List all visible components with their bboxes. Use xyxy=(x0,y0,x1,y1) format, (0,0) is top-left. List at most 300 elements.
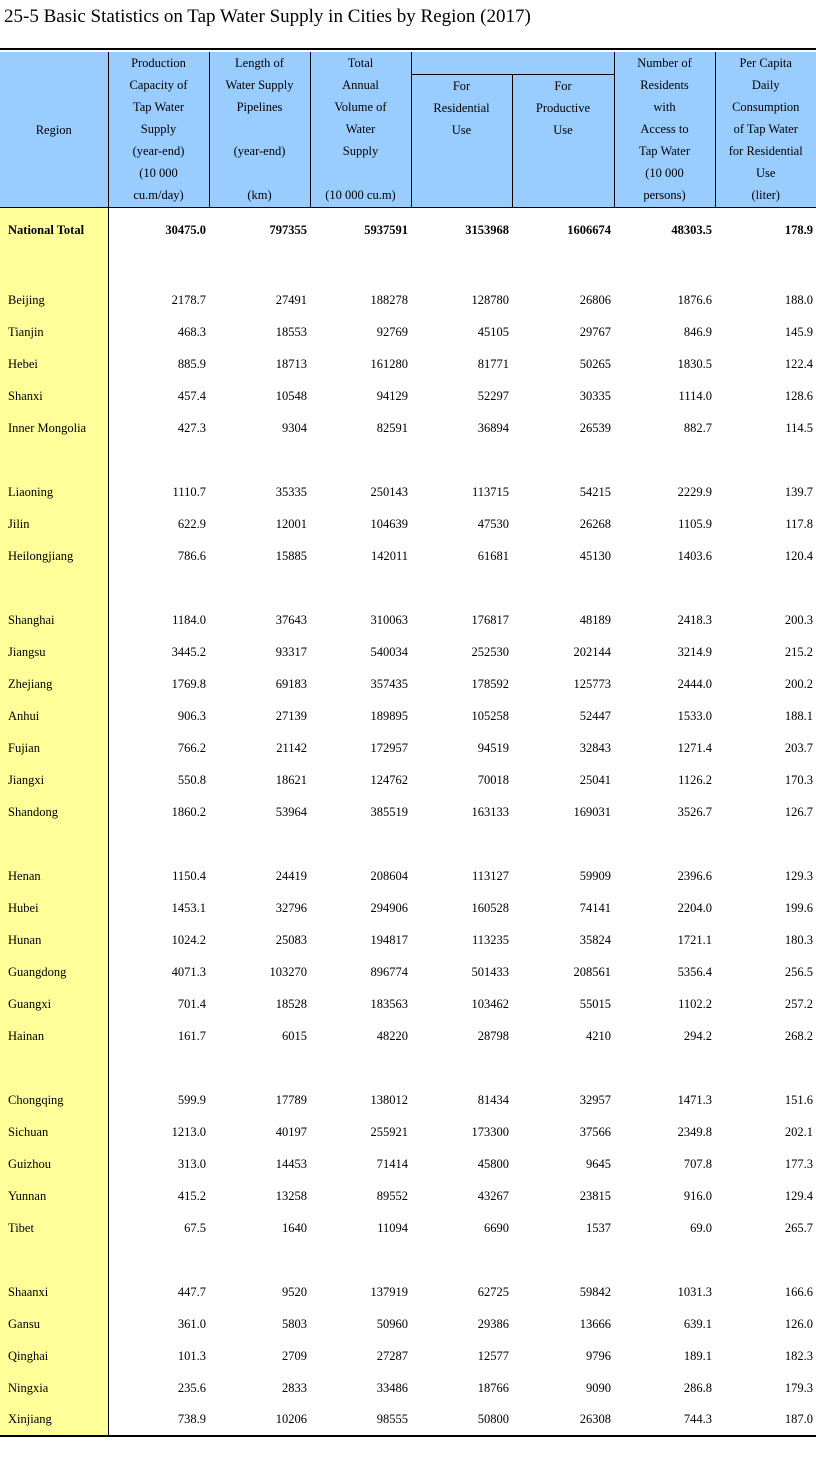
spacer-cell xyxy=(512,828,614,860)
cell-pipelines: 797355 xyxy=(269,222,307,237)
table-row xyxy=(0,892,816,924)
cell-region: Yunnan xyxy=(0,1180,108,1212)
cell-capacity: 447.7 xyxy=(177,1284,206,1299)
cell-region: Xinjiang xyxy=(0,1404,108,1436)
national-total-row xyxy=(0,208,816,253)
cell-region: Anhui xyxy=(0,700,108,732)
cell-capacity: 1024.2 xyxy=(171,932,206,947)
cell-per-capita: 268.2 xyxy=(784,1028,813,1043)
cell-residents: 5356.4 xyxy=(677,964,712,979)
spacer-cell xyxy=(715,252,816,284)
cell-residents: 1403.6 xyxy=(677,548,712,563)
cell-region: Fujian xyxy=(0,732,108,764)
cell-productive: 45130 xyxy=(579,548,611,563)
spacer-row xyxy=(0,252,816,284)
cell-productive: 29767 xyxy=(579,324,611,339)
spacer-cell xyxy=(411,1052,512,1084)
cell-residential: 173300 xyxy=(471,1124,509,1139)
spacer-cell xyxy=(310,828,411,860)
cell-region: Zhejiang xyxy=(0,668,108,700)
cell-residents: 48303.5 xyxy=(671,222,712,237)
cell-residents: 2204.0 xyxy=(677,900,712,915)
spacer-cell xyxy=(512,572,614,604)
cell-per-capita: 120.4 xyxy=(784,548,813,563)
header-per-capita: Per Capita Daily Consumption of Tap Water for Residential Use (liter) xyxy=(715,52,816,208)
cell-pipelines: 5803 xyxy=(282,1316,307,1331)
spacer-cell xyxy=(614,572,715,604)
cell-per-capita: 180.3 xyxy=(784,932,813,947)
spacer-cell xyxy=(715,1052,816,1084)
cell-per-capita: 129.4 xyxy=(784,1188,813,1203)
cell-per-capita: 179.3 xyxy=(784,1380,813,1395)
cell-per-capita: 188.0 xyxy=(784,292,813,307)
cell-per-capita: 257.2 xyxy=(784,996,813,1011)
cell-total-volume: 255921 xyxy=(370,1124,408,1139)
spacer-cell xyxy=(108,444,209,476)
cell-residential: 62725 xyxy=(477,1284,509,1299)
cell-pipelines: 12001 xyxy=(275,516,307,531)
spacer-cell xyxy=(512,252,614,284)
cell-pipelines: 32796 xyxy=(275,900,307,915)
cell-total-volume: 98555 xyxy=(310,1404,411,1436)
cell-productive: 26539 xyxy=(579,420,611,435)
cell-pipelines: 40197 xyxy=(275,1124,307,1139)
spacer-row xyxy=(0,572,816,604)
table-row xyxy=(0,1372,816,1404)
cell-region: Inner Mongolia xyxy=(0,412,108,444)
cell-per-capita: 145.9 xyxy=(784,324,813,339)
cell-residents: 707.8 xyxy=(683,1156,712,1171)
spacer-cell xyxy=(310,572,411,604)
cell-pipelines: 9520 xyxy=(282,1284,307,1299)
cell-region: Shandong xyxy=(0,796,108,828)
cell-capacity: 1860.2 xyxy=(171,804,206,819)
cell-per-capita: 200.2 xyxy=(784,676,813,691)
cell-residential: 113127 xyxy=(471,868,509,883)
cell-residents: 1830.5 xyxy=(677,356,712,371)
cell-capacity: 161.7 xyxy=(177,1028,206,1043)
cell-residents: 846.9 xyxy=(683,324,712,339)
cell-productive: 1606674 xyxy=(567,222,611,237)
cell-productive: 169031 xyxy=(573,804,611,819)
cell-pipelines: 10206 xyxy=(209,1404,310,1436)
cell-total-volume: 540034 xyxy=(370,644,408,659)
cell-productive: 74141 xyxy=(579,900,611,915)
cell-region: Liaoning xyxy=(0,476,108,508)
cell-productive: 13666 xyxy=(579,1316,611,1331)
spacer-cell xyxy=(108,1052,209,1084)
cell-residents: 1031.3 xyxy=(677,1284,712,1299)
cell-capacity: 1453.1 xyxy=(171,900,206,915)
cell-pipelines: 25083 xyxy=(275,932,307,947)
cell-total-volume: 250143 xyxy=(370,484,408,499)
cell-pipelines: 103270 xyxy=(269,964,307,979)
spacer-cell xyxy=(310,252,411,284)
cell-residential: 50800 xyxy=(411,1404,512,1436)
cell-pipelines: 27491 xyxy=(275,292,307,307)
cell-residential: 12577 xyxy=(477,1348,509,1363)
header-total-volume: Total Annual Volume of Water Supply (10 000 cu.m) xyxy=(310,52,411,208)
cell-capacity: 3445.2 xyxy=(171,644,206,659)
cell-pipelines: 14453 xyxy=(275,1156,307,1171)
cell-productive: 52447 xyxy=(579,708,611,723)
cell-region: Qinghai xyxy=(0,1340,108,1372)
table-row xyxy=(0,476,816,508)
cell-total-volume: 71414 xyxy=(376,1156,408,1171)
cell-capacity: 701.4 xyxy=(177,996,206,1011)
cell-total-volume: 138012 xyxy=(370,1092,408,1107)
spacer-cell xyxy=(411,252,512,284)
cell-per-capita: 129.3 xyxy=(784,868,813,883)
table-row xyxy=(0,508,816,540)
cell-per-capita: 126.7 xyxy=(784,804,813,819)
cell-capacity: 766.2 xyxy=(177,740,206,755)
cell-total-volume: 33486 xyxy=(376,1380,408,1395)
spacer-cell xyxy=(209,1052,310,1084)
cell-total-volume: 104639 xyxy=(370,516,408,531)
table-row xyxy=(0,316,816,348)
cell-region: Hebei xyxy=(0,348,108,380)
cell-per-capita: 126.0 xyxy=(784,1316,813,1331)
cell-per-capita: 203.7 xyxy=(784,740,813,755)
table-row xyxy=(0,700,816,732)
cell-residential: 36894 xyxy=(477,420,509,435)
cell-productive: 1537 xyxy=(586,1220,611,1235)
cell-pipelines: 2709 xyxy=(282,1348,307,1363)
cell-capacity: 468.3 xyxy=(177,324,206,339)
cell-residential: 176817 xyxy=(471,612,509,627)
cell-capacity: 550.8 xyxy=(177,772,206,787)
cell-region: Jilin xyxy=(0,508,108,540)
spacer-cell xyxy=(0,572,108,604)
cell-productive: 4210 xyxy=(586,1028,611,1043)
spacer-cell xyxy=(512,1052,614,1084)
cell-region: Shanxi xyxy=(0,380,108,412)
cell-region: Guizhou xyxy=(0,1148,108,1180)
cell-total-volume: 89552 xyxy=(376,1188,408,1203)
cell-productive: 26308 xyxy=(512,1404,614,1436)
table-row xyxy=(0,636,816,668)
table-row xyxy=(0,412,816,444)
cell-capacity: 4071.3 xyxy=(171,964,206,979)
cell-pipelines: 93317 xyxy=(275,644,307,659)
header-capacity: Production Capacity of Tap Water Supply (year-end) (10 000 cu.m/day) xyxy=(108,52,209,208)
spacer-cell xyxy=(209,1244,310,1276)
cell-productive: 23815 xyxy=(579,1188,611,1203)
statistics-table xyxy=(0,52,816,1437)
cell-per-capita: 182.3 xyxy=(784,1348,813,1363)
table-row xyxy=(0,1020,816,1052)
spacer-cell xyxy=(614,1244,715,1276)
table-row xyxy=(0,796,816,828)
cell-total-volume: 82591 xyxy=(376,420,408,435)
spacer-cell xyxy=(715,572,816,604)
cell-total-volume: 48220 xyxy=(376,1028,408,1043)
cell-total-volume: 385519 xyxy=(370,804,408,819)
table-row xyxy=(0,988,816,1020)
cell-region: Hainan xyxy=(0,1020,108,1052)
cell-residents: 2444.0 xyxy=(677,676,712,691)
spacer-cell xyxy=(310,1052,411,1084)
table-row xyxy=(0,1084,816,1116)
cell-residents: 294.2 xyxy=(683,1028,712,1043)
header-residents: Number of Residents with Access to Tap Water (10 000 persons) xyxy=(614,52,715,208)
cell-productive: 125773 xyxy=(573,676,611,691)
cell-residential: 18766 xyxy=(477,1380,509,1395)
cell-residents: 286.8 xyxy=(683,1380,712,1395)
page-title: 25-5 Basic Statistics on Tap Water Supply in Cities by Region (2017) xyxy=(4,6,531,27)
spacer-cell xyxy=(209,828,310,860)
cell-per-capita: 117.8 xyxy=(785,516,813,531)
cell-per-capita: 170.3 xyxy=(784,772,813,787)
cell-residents: 1876.6 xyxy=(677,292,712,307)
table-header xyxy=(0,52,816,208)
cell-residential: 128780 xyxy=(471,292,509,307)
cell-region: Henan xyxy=(0,860,108,892)
cell-pipelines: 9304 xyxy=(282,420,307,435)
cell-capacity: 1184.0 xyxy=(172,612,206,627)
top-rule xyxy=(0,48,816,50)
cell-total-volume: 124762 xyxy=(370,772,408,787)
cell-residential: 45105 xyxy=(477,324,509,339)
cell-productive: 30335 xyxy=(579,388,611,403)
cell-pipelines: 24419 xyxy=(275,868,307,883)
cell-residential: 103462 xyxy=(471,996,509,1011)
cell-residential: 113715 xyxy=(471,484,509,499)
cell-capacity: 415.2 xyxy=(177,1188,206,1203)
cell-residential: 105258 xyxy=(471,708,509,723)
cell-total-volume: 189895 xyxy=(370,708,408,723)
table-body xyxy=(0,208,816,1437)
cell-capacity: 313.0 xyxy=(177,1156,206,1171)
cell-per-capita: 151.6 xyxy=(784,1092,813,1107)
cell-total-volume: 208604 xyxy=(370,868,408,883)
spacer-row xyxy=(0,1244,816,1276)
cell-capacity: 101.3 xyxy=(177,1348,206,1363)
cell-total-volume: 172957 xyxy=(370,740,408,755)
cell-capacity: 2178.7 xyxy=(171,292,206,307)
cell-pipelines: 27139 xyxy=(275,708,307,723)
cell-total-volume: 161280 xyxy=(370,356,408,371)
cell-residents: 3526.7 xyxy=(677,804,712,819)
spacer-cell xyxy=(614,444,715,476)
cell-total-volume: 27287 xyxy=(376,1348,408,1363)
cell-residential: 178592 xyxy=(471,676,509,691)
table-row xyxy=(0,764,816,796)
cell-residential: 52297 xyxy=(477,388,509,403)
spacer-cell xyxy=(209,252,310,284)
cell-residential: 252530 xyxy=(471,644,509,659)
statistics-table-container xyxy=(0,52,816,1437)
cell-pipelines: 1640 xyxy=(282,1220,307,1235)
cell-residents: 882.7 xyxy=(683,420,712,435)
cell-residents: 1105.9 xyxy=(678,516,712,531)
cell-region: Gansu xyxy=(0,1308,108,1340)
cell-productive: 32843 xyxy=(579,740,611,755)
spacer-cell xyxy=(108,572,209,604)
spacer-cell xyxy=(614,828,715,860)
cell-residential: 163133 xyxy=(471,804,509,819)
table-row xyxy=(0,1308,816,1340)
cell-productive: 54215 xyxy=(579,484,611,499)
spacer-cell xyxy=(411,572,512,604)
spacer-cell xyxy=(108,252,209,284)
spacer-row xyxy=(0,1052,816,1084)
table-row xyxy=(0,1404,816,1436)
spacer-cell xyxy=(411,444,512,476)
cell-capacity: 1110.7 xyxy=(172,484,206,499)
cell-productive: 59909 xyxy=(579,868,611,883)
cell-region: Tianjin xyxy=(0,316,108,348)
spacer-row xyxy=(0,828,816,860)
cell-region: Sichuan xyxy=(0,1116,108,1148)
cell-region: Shanghai xyxy=(0,604,108,636)
table-row xyxy=(0,1340,816,1372)
table-row xyxy=(0,860,816,892)
cell-residential: 81771 xyxy=(477,356,509,371)
header-pipelines: Length of Water Supply Pipelines (year-end) (km) xyxy=(209,52,310,208)
spacer-cell xyxy=(108,828,209,860)
cell-pipelines: 37643 xyxy=(275,612,307,627)
spacer-cell xyxy=(411,828,512,860)
cell-region: Beijing xyxy=(0,284,108,316)
cell-total-volume: 294906 xyxy=(370,900,408,915)
spacer-cell xyxy=(0,444,108,476)
spacer-cell xyxy=(310,1244,411,1276)
cell-per-capita: 199.6 xyxy=(784,900,813,915)
cell-productive: 9796 xyxy=(586,1348,611,1363)
cell-capacity: 622.9 xyxy=(177,516,206,531)
cell-residents: 1471.3 xyxy=(677,1092,712,1107)
spacer-cell xyxy=(715,444,816,476)
cell-total-volume: 50960 xyxy=(376,1316,408,1331)
cell-capacity: 67.5 xyxy=(184,1220,206,1235)
cell-pipelines: 21142 xyxy=(276,740,307,755)
cell-region: Hubei xyxy=(0,892,108,924)
cell-region: Shaanxi xyxy=(0,1276,108,1308)
cell-residential: 47530 xyxy=(477,516,509,531)
cell-residential: 70018 xyxy=(477,772,509,787)
cell-total-volume: 896774 xyxy=(370,964,408,979)
cell-total-volume: 92769 xyxy=(376,324,408,339)
cell-per-capita: 166.6 xyxy=(784,1284,813,1299)
table-row xyxy=(0,1116,816,1148)
cell-productive: 35824 xyxy=(579,932,611,947)
cell-residents: 3214.9 xyxy=(677,644,712,659)
cell-capacity: 1769.8 xyxy=(171,676,206,691)
cell-residents: 69.0 xyxy=(690,1220,712,1235)
cell-region: Tibet xyxy=(0,1212,108,1244)
cell-residents: 189.1 xyxy=(683,1348,712,1363)
cell-capacity: 738.9 xyxy=(108,1404,209,1436)
cell-productive: 59842 xyxy=(579,1284,611,1299)
cell-residential: 94519 xyxy=(477,740,509,755)
cell-capacity: 1150.4 xyxy=(172,868,206,883)
table-row xyxy=(0,956,816,988)
cell-residents: 1126.2 xyxy=(678,772,712,787)
cell-capacity: 427.3 xyxy=(177,420,206,435)
cell-capacity: 361.0 xyxy=(177,1316,206,1331)
cell-per-capita: 188.1 xyxy=(784,708,813,723)
cell-per-capita: 128.6 xyxy=(784,388,813,403)
spacer-cell xyxy=(310,444,411,476)
cell-residential: 81434 xyxy=(477,1092,509,1107)
spacer-cell xyxy=(512,444,614,476)
header-residential: For Residential Use xyxy=(411,75,512,208)
spacer-cell xyxy=(209,572,310,604)
cell-residential: 28798 xyxy=(477,1028,509,1043)
cell-per-capita: 177.3 xyxy=(784,1156,813,1171)
table-row xyxy=(0,284,816,316)
cell-pipelines: 35335 xyxy=(275,484,307,499)
cell-total-volume: 137919 xyxy=(370,1284,408,1299)
cell-pipelines: 69183 xyxy=(275,676,307,691)
cell-region: Jiangxi xyxy=(0,764,108,796)
cell-productive: 9090 xyxy=(586,1380,611,1395)
cell-pipelines: 13258 xyxy=(275,1188,307,1203)
cell-residents: 1533.0 xyxy=(677,708,712,723)
cell-residents: 744.3 xyxy=(614,1404,715,1436)
cell-productive: 55015 xyxy=(579,996,611,1011)
cell-total-volume: 188278 xyxy=(370,292,408,307)
cell-productive: 25041 xyxy=(579,772,611,787)
cell-residential: 3153968 xyxy=(465,222,509,237)
spacer-cell xyxy=(209,444,310,476)
cell-total-volume: 11094 xyxy=(377,1220,408,1235)
cell-total-volume: 94129 xyxy=(376,388,408,403)
cell-residents: 639.1 xyxy=(683,1316,712,1331)
spacer-cell xyxy=(715,828,816,860)
cell-pipelines: 2833 xyxy=(282,1380,307,1395)
header-total-volume-span xyxy=(411,52,614,75)
cell-total-volume: 357435 xyxy=(370,676,408,691)
table-row xyxy=(0,1276,816,1308)
cell-productive: 50265 xyxy=(579,356,611,371)
cell-productive: 208561 xyxy=(573,964,611,979)
table-row xyxy=(0,540,816,572)
cell-per-capita: 139.7 xyxy=(784,484,813,499)
cell-productive: 32957 xyxy=(579,1092,611,1107)
cell-residents: 2418.3 xyxy=(677,612,712,627)
cell-total-volume: 142011 xyxy=(370,548,408,563)
cell-pipelines: 18553 xyxy=(275,324,307,339)
cell-residents: 1271.4 xyxy=(677,740,712,755)
spacer-cell xyxy=(411,1244,512,1276)
cell-productive: 202144 xyxy=(573,644,611,659)
cell-capacity: 1213.0 xyxy=(171,1124,206,1139)
cell-total-volume: 183563 xyxy=(370,996,408,1011)
spacer-cell xyxy=(0,1052,108,1084)
cell-total-volume: 310063 xyxy=(370,612,408,627)
cell-total-volume: 194817 xyxy=(370,932,408,947)
cell-residential: 45800 xyxy=(477,1156,509,1171)
cell-region: Ningxia xyxy=(0,1372,108,1404)
spacer-cell xyxy=(0,1244,108,1276)
cell-residential: 113235 xyxy=(471,932,509,947)
cell-region: Jiangsu xyxy=(0,636,108,668)
cell-region: Chongqing xyxy=(0,1084,108,1116)
spacer-cell xyxy=(108,1244,209,1276)
cell-region: Heilongjiang xyxy=(0,540,108,572)
cell-pipelines: 53964 xyxy=(275,804,307,819)
spacer-cell xyxy=(715,1244,816,1276)
cell-residents: 2349.8 xyxy=(677,1124,712,1139)
cell-residential: 160528 xyxy=(471,900,509,915)
spacer-cell xyxy=(614,1052,715,1084)
table-row xyxy=(0,668,816,700)
cell-productive: 26268 xyxy=(579,516,611,531)
cell-pipelines: 17789 xyxy=(275,1092,307,1107)
